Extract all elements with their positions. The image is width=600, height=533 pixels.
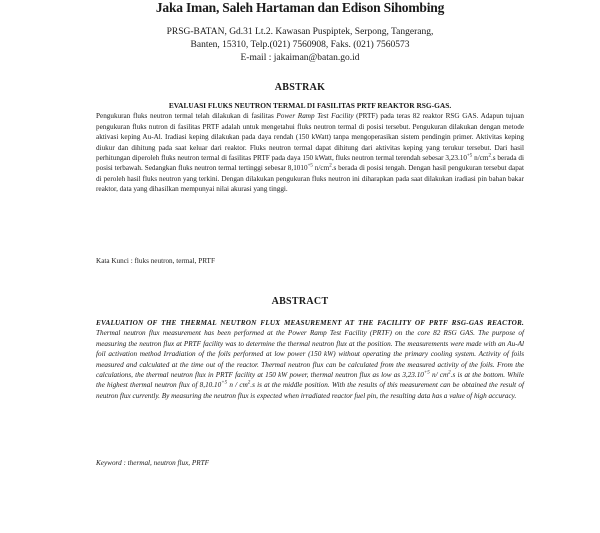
abstrak-body [96, 101, 524, 195]
abstrak-title: EVALUASI FLUKS NEUTRON TERMAL DI FASILITAS PRTF REAKTOR RSG-GAS. [168, 101, 452, 110]
affiliation-contact: Banten, 15310, Telp.(021) 7560908, Faks. (021) 7560573 [190, 40, 410, 50]
abstrak-sup-1: +5 [466, 153, 473, 159]
abstract-keywords: Keyword : thermal, neutron flux, PRTF [96, 459, 210, 467]
affiliation-address: PRSG-BATAN, Gd.31 Lt.2. Kawasan Puspiptek, Serpong, Tangerang, [166, 27, 434, 37]
abstrak-text-italic: Power Ramp Test Facility [276, 112, 354, 121]
abstract-text-1: Thermal neutron flux measurement has been performed at the Power Ramp Test Facility (PRTF) on the core 82 RSG GAS. The purpose of measuring the neutron flux at PRTF facility was to determine the thermal neutron flux at the position. The measurements were made with an Au-Al foil activation method Irradiation of the foils performed at low power (150 kW) without operating the primary cooling system. Activity of foils measured and calculated at the time out of the reactor. Thermal neutron flux can be calculated from the measured activity of the foils. From the calculations, the thermal neutron flux in PRTF facility at 150 kW power, thermal neutron flux as low as 3,23.10 [96, 329, 524, 380]
affiliation-email: E-mail : jakaiman@batan.go.id [240, 53, 360, 63]
abstrak-heading: ABSTRAK [274, 82, 326, 93]
abstrak-sup-3: +5 [307, 164, 313, 170]
abstract-sup-2: 2 [448, 370, 451, 376]
abstrak-text-6: .s berada di posisi tengah. Dengan hasil pengukuran tersebut dapat di peroleh hasil fluks neutron yang terkini. Dengan dilakukan pengukuran fluks neutron ini diharapkan pada saat dilakukan iradiasi pin bahan bakar reaktor, data yang dihasilkan mempunyai nilai akurasi yang tinggi. [96, 164, 524, 194]
abstrak-text-5: n/cm [312, 164, 330, 173]
abstrak-text-4: .s berada di posisi terbawah. Sedangkan fluks neutron termal tertinggi sebesar 8,1010 [96, 154, 524, 173]
abstract-title: EVALUATION OF THE THERMAL NEUTRON FLUX MEASUREMENT AT THE FACILITY OF PRTF RSG-GAS REACTOR. [96, 319, 524, 327]
abstract-sup-4: 2 [247, 381, 251, 387]
abstrak-text-2: (PRTF) pada teras 82 reaktor RSG GAS. Adapun tujuan pengukuran fluks nutron di fasilitas PRTF adalah untuk mengetahui fluks neutron termal di posisi tersebut. Pengukuran dilakukan dengan metode aktivasi keping Au-Al. Iradiasi keping dilakukan pada daya rendah (150 kWatt) tanpa mengoperasikan sistem pendingin primer. Aktivitas keping diukur dan dihitung pada saat keluar dari reaktor. Fluks neutron termal dapat dihitung dari aktivitas keping yang terukur tersebut. Dari hasil perhitungan diperoleh fluks neutron termal di fasilitas PRTF pada daya 150 kWatt, fluks neutron termal terendah sebesar 3,23.10 [96, 112, 524, 163]
abstrak-text-1: Pengukuran fluks neutron termal telah dilakukan di fasilitas [96, 112, 277, 121]
abstrak-keywords: Kata Kunci : fluks neutron, termal, PRTF [96, 257, 215, 265]
abstract-sup-3: +5 [221, 381, 228, 387]
abstrak-text-3: n/cm [472, 154, 489, 163]
abstract-body [96, 318, 524, 401]
abstract-text-4: n / cm [227, 381, 248, 390]
affiliation [0, 26, 600, 65]
abstract-text-2: n/ cm [429, 371, 449, 380]
author-names: Jaka Iman, Saleh Hartaman dan Edison Sihombing [155, 0, 445, 15]
abstract-text-3: .s is at the bottom. While the highest thermal neutron flux of 8,10.10 [96, 371, 524, 390]
abstract-sup-1: +5 [423, 370, 430, 376]
abstrak-sup-2: 2 [488, 153, 491, 159]
abstract-text-5: .s is at the middle position. With the results of this measurement can be obtained the result of neutron flux currently. By measuring the neutron flux is expected when irradiated reactor fuel pin, the resulting data has a value of high accuracy. [96, 381, 524, 400]
abstract-heading: ABSTRACT [271, 296, 329, 307]
abstrak-sup-4: 2 [329, 164, 332, 170]
